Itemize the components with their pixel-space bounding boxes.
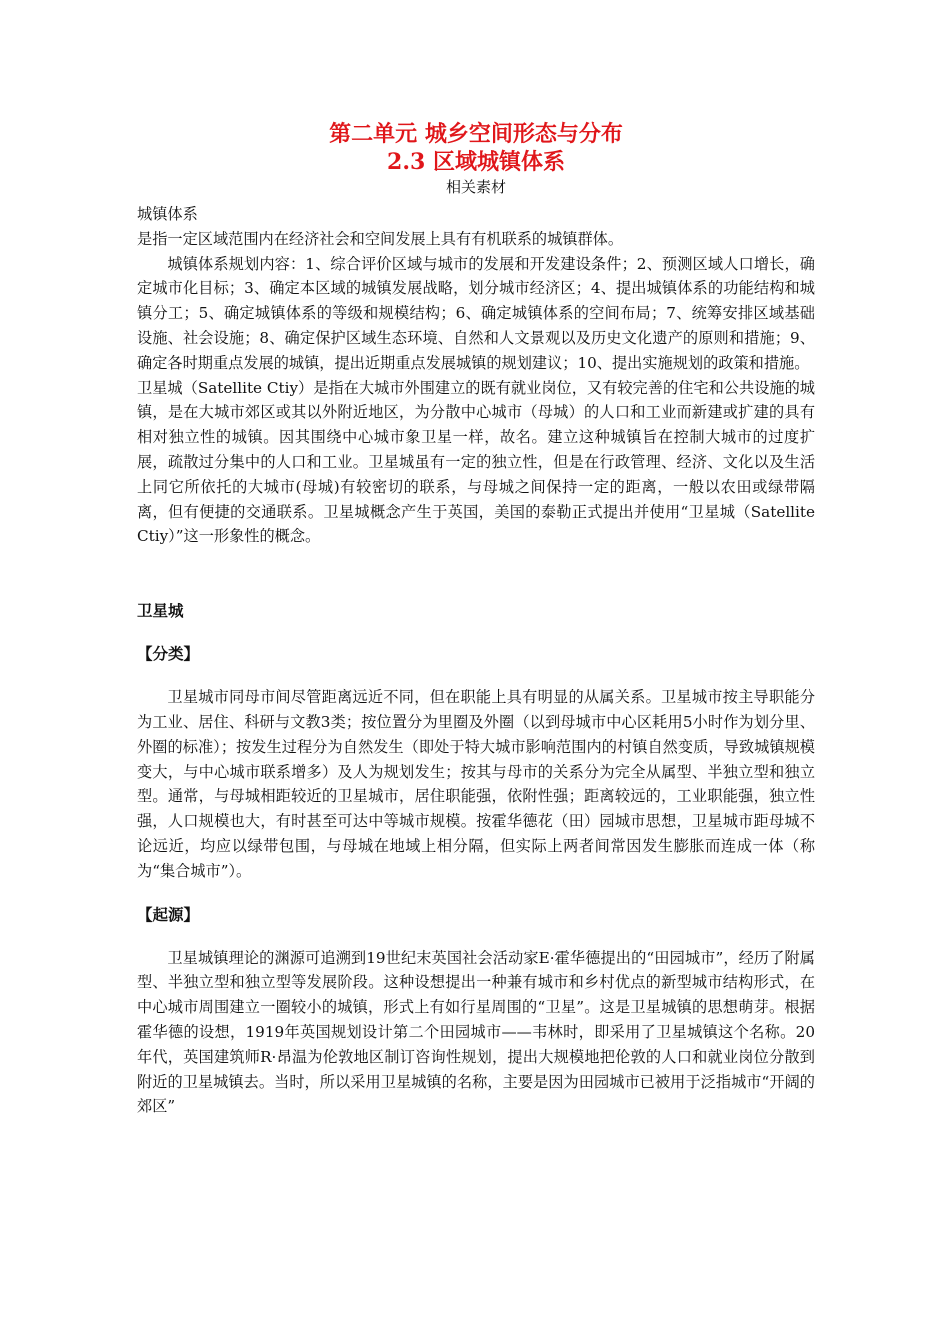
origin-heading: 【起源】 xyxy=(137,904,200,924)
spacer xyxy=(137,927,815,946)
section-title: 2.3 区域城镇体系 xyxy=(387,149,565,175)
planning-paragraph: 城镇体系规划内容：1、综合评价区域与城市的发展和开发建设条件；2、预测区域人口增长，确定城市化目标；3、确定本区域的城镇发展战略，划分城市经济区；4、提出城镇体系的功能结构和城镇分工；5、确定城镇体系的等级和规模结构；6、确定城镇体系的空间布局；7、统筹安排区域基础设施、社会设施；8、确定保护区域生态环境、自然和人文景观以及历史文化遗产的原则和措施；9、确定各时期重点发展的城镇，提出近期重点发展城镇的规划建议；10、提出实施规划的政策和措施。 xyxy=(137,254,815,372)
spacer xyxy=(137,884,815,903)
classification-heading: 【分类】 xyxy=(137,644,200,664)
subtitle: 相关素材 xyxy=(445,178,506,196)
spacer xyxy=(137,666,815,685)
spacer xyxy=(137,623,815,642)
satellite-heading: 卫星城 xyxy=(137,601,184,621)
term-heading: 城镇体系 xyxy=(137,205,198,223)
spacer xyxy=(137,549,815,599)
satellite-paragraph: 卫星城（Satellite Ctiy）是指在大城市外围建立的既有就业岗位，又有较完善的住宅和公共设施的城镇，是在大城市郊区或其以外附近地区，为分散中心城市（母城）的人口和工业而新建或扩建的具有相对独立性的城镇。因其围绕中心城市象卫星一样，故名。建立这种城镇旨在控制大城市的过度扩展，疏散过分集中的人口和工业。卫星城虽有一定的独立性，但是在行政管理、经济、文化以及生活上同它所依托的大城市(母城)有较密切的联系，与母城之间保持一定的距离，一般以农田或绿带隔离，但有便捷的交通联系。卫星城概念产生于英国，美国的泰勒正式提出并使用“卫星城（Satellite Ctiy）”这一形象性的概念。 xyxy=(137,378,815,546)
document-content xyxy=(137,120,815,1119)
classification-paragraph: 卫星城市同母市间尽管距离远近不同，但在职能上具有明显的从属关系。卫星城市按主导职能分为工业、居住、科研与文教3类；按位置分为里圈及外圈（以到母城市中心区耗用5小时作为划分里、外圈的标准）；按发生过程分为自然发生（即处于特大城市影响范围内的村镇自然变质，导致城镇规模变大，与中心城市联系增多）及人为规划发生；按其与母市的关系分为完全从属型、半独立型和独立型。通常，与母城相距较近的卫星城市，居住职能强，依附性强；距离较远的，工业职能强，独立性强，人口规模也大，有时甚至可达中等城市规模。按霍华德花（田）园城市思想，卫星城市距母城不论远近，均应以绿带包围，与母城在地域上相分隔，但实际上两者间常因发生膨胀而连成一体（称为“集合城市”）。 xyxy=(137,688,815,880)
term-definition: 是指一定区域范围内在经济社会和空间发展上具有有机联系的城镇群体。 xyxy=(137,229,623,248)
unit-title: 第二单元 城乡空间形态与分布 xyxy=(329,121,623,147)
origin-paragraph: 卫星城镇理论的渊源可追溯到19世纪末英国社会活动家E·霍华德提出的“田园城市”，经历了附属型、半独立型和独立型等发展阶段。这种设想提出一种兼有城市和乡村优点的新型城市结构形式，在中心城市周围建立一圈较小的城镇，形式上有如行星周围的“卫星”。这是卫星城镇的思想萌芽。根据霍华德的设想，1919年英国规划设计第二个田园城市——韦林时，即采用了卫星城镇这个名称。20年代，英国建筑师R·昂温为伦敦地区制订咨询性规划，提出大规模地把伦敦的人口和就业岗位分散到附近的卫星城镇去。当时，所以采用卫星城镇的名称，主要是因为田园城市已被用于泛指城市“开阔的郊区” xyxy=(137,948,815,1116)
